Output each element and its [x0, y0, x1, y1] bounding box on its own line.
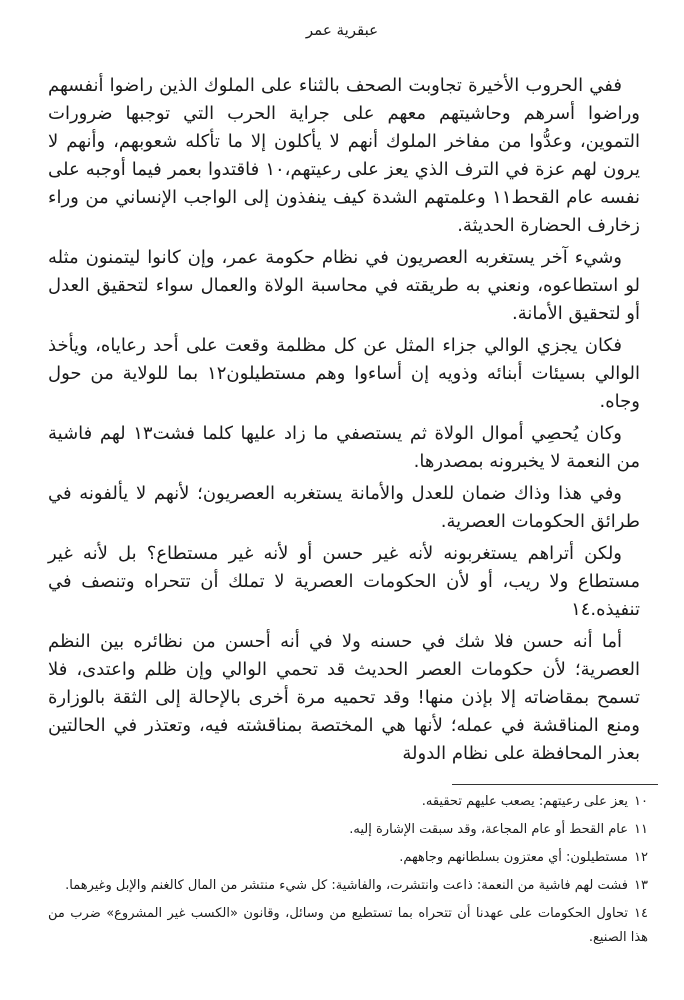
footnote-text: فشت لهم فاشية من النعمة: ذاعت وانتشرت، والفاشية: كل شيء منتشر من المال كالغنم والإبل وغيرهما.: [65, 878, 629, 893]
footnote-number: ١٢: [634, 850, 648, 865]
paragraph: وكان يُحصِي أموال الولاة ثم يستصفي ما زاد عليها كلما فشت١٣ لهم فاشية من النعمة لا يخبرونه بمصدرها.: [48, 423, 640, 472]
paragraph: وفي هذا وذاك ضمان للعدل والأمانة يستغربه العصريون؛ لأنهم لا يألفونه في طرائق الحكومات العصرية.: [48, 483, 640, 532]
paragraph: فكان يجزي الوالي جزاء المثل عن كل مظلمة وقعت على أحد رعاياه، ويأخذ الوالي بسيئات أبنائه وذويه إن أساءوا وهم مستطيلون١٢ بما للولاية من حول وجاه.: [48, 335, 640, 412]
footnote: [48, 902, 648, 950]
paragraph: وشيء آخر يستغربه العصريون في نظام حكومة عمر، وإن كانوا ليتمنون مثله لو استطاعوه، ونعني به طريقته في محاسبة الولاة والعمال سواء لتحقيق العدل أو لتحقيق الأمانة.: [48, 247, 640, 324]
footnote-number: ١٣: [634, 878, 648, 893]
footnote-number: ١٠: [634, 794, 648, 809]
footnote: [48, 790, 648, 814]
paragraph: ففي الحروب الأخيرة تجاوبت الصحف بالثناء على الملوك الذين راضوا أنفسهم وراضوا أسرهم وحاشيتهم معهم على جراية الحرب التي توجبها ضرورات التموين، وعدُّوا من مفاخر الملوك أنهم لا يأكلون إلا ما تأكله شعوبهم، وأنهم لا يرون لهم عزة في الترف الذي يعز على رعيتهم،١٠ فاقتدوا بعمر فيما أوجبه على نفسه عام القحط١١ وعلمتهم الشدة كيف ينفذون إلى الواجب الإنساني من وراء زخارف الحضارة الحديثة.: [48, 75, 641, 236]
footnote-text: مستطيلون: أي معتزون بسلطانهم وجاههم.: [399, 850, 629, 865]
footnotes: [48, 788, 648, 954]
footnote: [48, 846, 648, 870]
main-text: [48, 72, 640, 772]
footnote-separator: [452, 784, 658, 785]
footnote-number: ١٤: [634, 906, 648, 921]
footnote: [48, 874, 648, 898]
footnote-number: ١١: [634, 822, 648, 837]
paragraph: ولكن أتراهم يستغربونه لأنه غير حسن أو لأنه غير مستطاع؟ بل لأنه غير مستطاع ولا ريب، أو لأن الحكومات العصرية لا تملك أن تتحراه وتنصف في تنفيذه.١٤: [48, 543, 640, 620]
footnote-text: عام القحط أو عام المجاعة، وقد سبقت الإشارة إليه.: [349, 822, 629, 837]
footnote-text: يعز على رعيتهم: يصعب عليهم تحقيقه.: [421, 794, 629, 809]
paragraph: أما أنه حسن فلا شك في حسنه ولا في أنه أحسن من نظائره بين النظم العصرية؛ لأن حكومات العصر الحديث قد تحمي الوالي وإن ظلم واعتدى، فلا تسمح بمقاضاته إلا بإذن منها! وقد تحميه مرة أخرى بالإحالة إلى الثقة بالوزارة ومنع المناقشة في عمله؛ لأنها هي المختصة بمناقشته فيه، وتعتذر في الحالتين بعذر المحافظة على نظام الدولة: [48, 631, 640, 764]
running-header: عبقرية عمر: [305, 21, 379, 39]
footnote: [48, 818, 648, 842]
footnote-text: تحاول الحكومات على عهدنا أن تتحراه بما تستطيع من وسائل، وقانون «الكسب غير المشروع» ضرب من هذا الصنيع.: [48, 906, 648, 945]
